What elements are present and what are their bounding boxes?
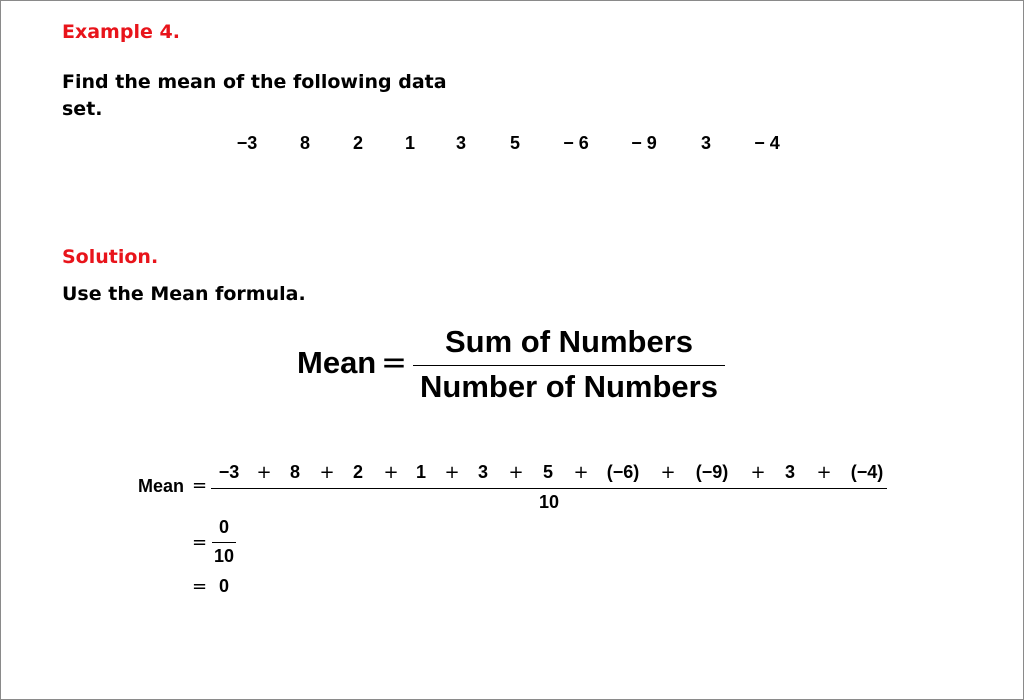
data-value: − 9 [631, 133, 657, 153]
step2-equals: = [192, 532, 208, 553]
result-equals: = [192, 576, 208, 597]
step2-numerator: 0 [218, 517, 229, 537]
work-term: 1 [415, 462, 426, 482]
work-term: (−4) [850, 462, 884, 482]
formula-lhs: Mean [297, 345, 377, 380]
work-term: (−9) [695, 462, 729, 482]
data-value: 1 [404, 133, 415, 153]
work-term: 5 [542, 462, 553, 482]
data-value: 2 [352, 133, 363, 153]
data-value: 8 [299, 133, 310, 153]
step2-denominator: 10 [213, 546, 235, 566]
formula-numerator: Sum of Numbers [444, 324, 694, 359]
work-term: 3 [784, 462, 795, 482]
step2-fraction-bar [212, 542, 236, 543]
data-value: −3 [236, 133, 258, 153]
work-term: 2 [352, 462, 363, 482]
data-value: − 6 [563, 133, 589, 153]
solution-title: Solution. [62, 246, 159, 268]
problem-prompt: Find the mean of the following data set. [62, 71, 447, 120]
formula-equals: = [381, 345, 407, 381]
formula-fraction-bar [413, 365, 725, 366]
plus-sign: + [508, 462, 524, 483]
plus-sign: + [444, 462, 460, 483]
result-value: 0 [219, 576, 230, 596]
work-term: (−6) [606, 462, 640, 482]
data-value: 3 [455, 133, 466, 153]
plus-sign: + [660, 462, 676, 483]
solution-instruction: Use the Mean formula. [62, 283, 306, 305]
plus-sign: + [383, 462, 399, 483]
plus-sign: + [816, 462, 832, 483]
work-denominator: 10 [538, 492, 560, 512]
plus-sign: + [256, 462, 272, 483]
work-fraction-bar [211, 488, 887, 489]
example-title: Example 4. [62, 21, 180, 43]
plus-sign: + [319, 462, 335, 483]
work-term: −3 [218, 462, 240, 482]
plus-sign: + [750, 462, 766, 483]
data-value: − 4 [754, 133, 780, 153]
work-term: 3 [477, 462, 488, 482]
plus-sign: + [573, 462, 589, 483]
work-term: 8 [289, 462, 300, 482]
data-value: 3 [700, 133, 711, 153]
data-value: 5 [509, 133, 520, 153]
formula-denominator: Number of Numbers [420, 369, 718, 404]
work-equals: = [192, 475, 208, 496]
work-lhs: Mean [138, 476, 185, 496]
